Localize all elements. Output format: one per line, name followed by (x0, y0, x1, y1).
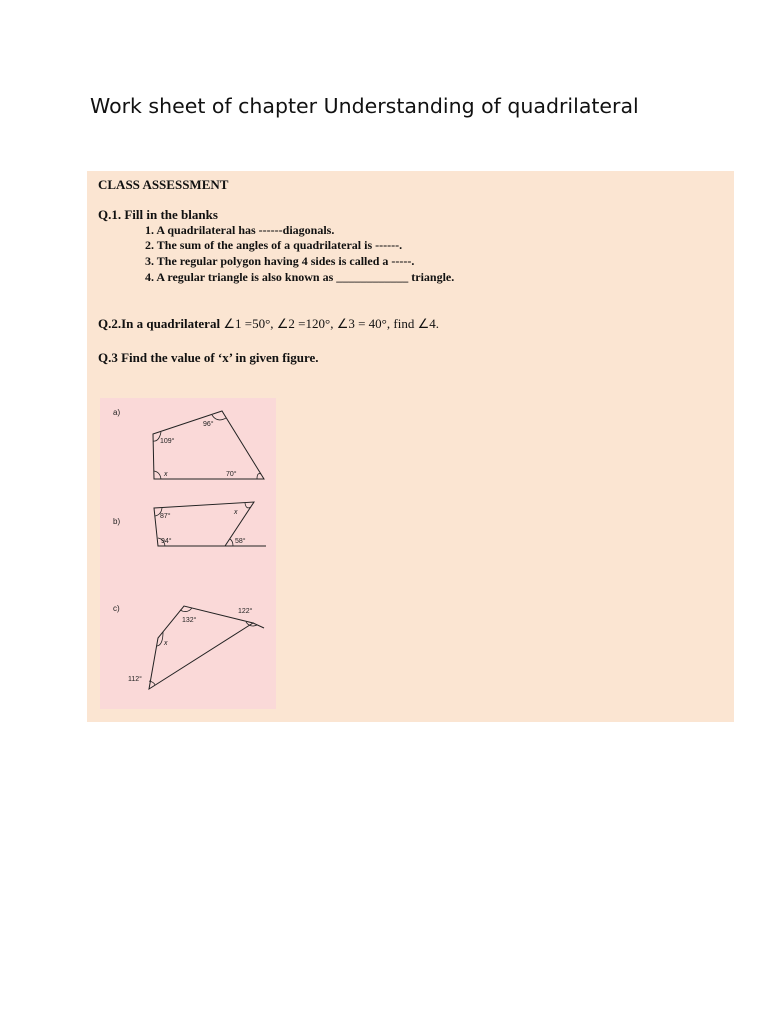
figure-c-angle-1: 122° (238, 608, 253, 615)
figure-a-arc-4 (257, 474, 261, 479)
blank-item-2: 2. The sum of the angles of a quadrilateral is ------. (145, 238, 403, 252)
figure-a-arc-3 (154, 471, 161, 479)
assessment-heading: CLASS ASSESSMENT (98, 177, 229, 192)
blank-item-3: 3. The regular polygon having 4 sides is called a -----. (145, 254, 415, 268)
figure-b-arc-2 (245, 503, 251, 508)
page-title: Work sheet of chapter Understanding of quadrilateral (90, 94, 639, 118)
figure-c-angle-2: 132° (182, 617, 197, 624)
figure-a (113, 408, 264, 479)
class-assessment-panel (87, 171, 734, 722)
question-2 (98, 316, 439, 332)
figure-c-shape (149, 606, 253, 689)
figure-b-label: b) (113, 517, 121, 526)
figure-b-arc-4 (230, 539, 233, 546)
figure-b-angle-4: 58° (235, 538, 246, 545)
figure-c-angle-3: x (164, 640, 168, 647)
question-1-label: Q.1. Fill in the blanks (98, 207, 218, 222)
figure-a-angle-4: 70° (226, 471, 237, 478)
figure-a-angle-1: 96° (203, 421, 214, 428)
blank-item-4: 4. A regular triangle is also known as ____________ triangle. (145, 270, 455, 284)
question-3-label: Q.3 Find the value of ‘x’ in given figure. (98, 350, 319, 365)
blank-item-1: 1. A quadrilateral has ------diagonals. (145, 223, 335, 237)
figure-a-angle-3: x (164, 471, 168, 478)
quadrilateral-figures (100, 398, 276, 709)
figure-b (113, 502, 266, 546)
figure-a-arc-1 (212, 415, 226, 420)
figure-a-label: a) (113, 408, 121, 417)
figure-b-angle-2: x (234, 509, 238, 516)
figures-box (100, 398, 276, 709)
figure-c (113, 604, 264, 689)
figure-c-angle-4: 112° (128, 676, 142, 683)
figure-c-label: c) (113, 604, 120, 613)
question-2-label: Q.2.In a quadrilateral (98, 316, 221, 331)
figure-a-angle-2: 109° (160, 438, 175, 445)
figure-b-angle-1: 87° (160, 513, 171, 520)
figure-b-angle-3: 94° (161, 538, 172, 545)
question-2-angles: ∠1 =50°, ∠2 =120°, ∠3 = 40°, find ∠4. (220, 316, 439, 331)
